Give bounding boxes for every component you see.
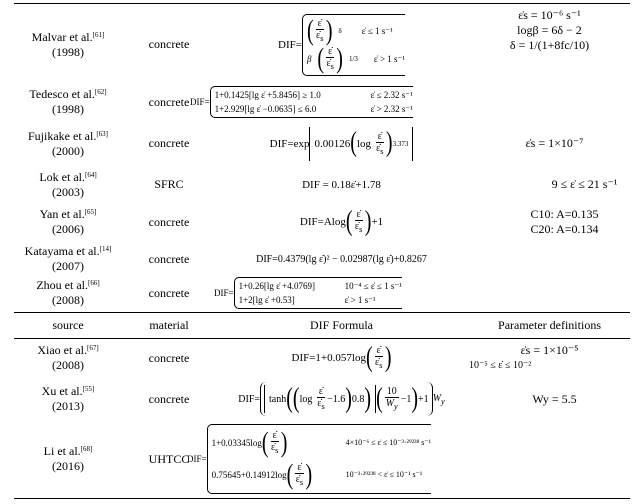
formula-text: DIF=exp <box>269 137 310 150</box>
dif-formula <box>187 424 431 494</box>
header-formula: DIF Formula <box>310 317 373 332</box>
source-cell <box>14 376 122 422</box>
table-row <box>14 167 630 202</box>
table-row <box>14 423 630 495</box>
source-year: (2006) <box>52 222 84 236</box>
reference: [68] <box>80 445 93 453</box>
source-cell <box>14 121 122 166</box>
dif-formula: DIF= tanh ( ( log $\frac{\varepsiloṅ}{\varepsiloṅ_s}$ −1.6 ) 0.8 ) ( $\frac{10}{W_y}$ −1 ) +1 $W_y$ <box>238 382 444 416</box>
source-cell <box>14 423 122 495</box>
formula-cond: 10⁻⁴ ≤ ε̇ ≤ 1 s⁻¹ <box>344 281 402 291</box>
dif-formula: DIF=1+0.057log ( $\frac{\varepsiloṅ}{\varepsiloṅ_s}$ ) <box>292 345 392 371</box>
reference: [66] <box>87 279 100 287</box>
source-cell <box>14 242 122 276</box>
params-cell <box>504 167 642 202</box>
formula-cell <box>209 376 474 422</box>
source-cell <box>14 203 122 241</box>
dif-prefix: DIF= <box>190 97 210 107</box>
formula-line <box>212 427 431 459</box>
formula-expr: 0.75645+0.14912log ( $\frac{\varepsiloṅ}{\varepsiloṅ_s}$ ) <box>212 462 340 488</box>
table-mid-rule <box>14 312 630 313</box>
param-line: ε̇s = 1×10⁻⁷ <box>525 136 584 150</box>
dif-formula <box>190 86 413 118</box>
reference: [55] <box>82 385 95 393</box>
dif-formula <box>214 277 402 309</box>
params-cell <box>469 341 630 375</box>
table-row <box>14 376 630 422</box>
table-header-rule <box>14 338 630 339</box>
param-line: 9 ≤ ε̇ ≤ 21 s⁻¹ <box>551 177 618 191</box>
source-year: (2007) <box>52 259 84 273</box>
source-name: Xu et al. <box>41 384 83 398</box>
reference: [64] <box>84 170 97 179</box>
source-name: Xiao et al. <box>37 343 87 357</box>
material-cell: concrete <box>148 214 190 229</box>
dif-formula: DIF=Alog ( $\frac{\varepsiloṅ}{\varepsiloṅ_s}$ ) +1 <box>300 209 383 235</box>
source-cell <box>14 341 122 375</box>
material-cell: concrete <box>148 350 190 365</box>
source-cell <box>14 277 122 309</box>
params-cell <box>484 203 642 241</box>
source-name: Katayama et al. <box>24 244 100 258</box>
dif-formula: DIF=exp 0.00126 ( log $\frac{\varepsiloṅ}{\varepsiloṅ_s}$ ) 3.373 <box>270 127 414 161</box>
formula-expr: 1+0.26[lg ε̇ +4.0769] <box>238 281 316 291</box>
dif-formula <box>278 14 405 76</box>
source-name: Malvar et al. <box>31 29 93 44</box>
source-cell <box>14 6 122 83</box>
param-line: Wy = 5.5 <box>532 391 577 406</box>
formula-cell <box>187 423 497 495</box>
material-cell: concrete <box>148 94 190 109</box>
dif-prefix: DIF= <box>187 454 207 464</box>
params-cell <box>469 8 630 53</box>
formula-cond: ε̇ > 2.32 s⁻¹ <box>370 104 413 114</box>
material-cell: concrete <box>148 391 190 406</box>
table-header-row <box>14 314 630 336</box>
formula-line: ( $\frac{\varepsiloṅ}{\varepsiloṅ_s}$ ) δ ε̇ ≤ 1 s⁻¹ <box>307 17 405 45</box>
header-source: source <box>52 317 84 332</box>
reference: [65] <box>84 208 97 216</box>
formula-cell <box>214 277 474 309</box>
table-row <box>14 6 630 83</box>
reference: [14] <box>99 245 112 253</box>
param-line: 10⁻⁵ ≤ ε̇ ≤ 10⁻² <box>469 360 532 371</box>
formula-cell <box>209 341 474 375</box>
source-name: Fujikake et al. <box>28 128 97 143</box>
param-line: C20: A=0.134 <box>530 222 599 236</box>
formula-cond: ε̇ > 1 s⁻¹ <box>344 295 376 305</box>
formula-line <box>215 88 413 102</box>
params-cell <box>474 121 635 166</box>
table-row <box>14 242 630 276</box>
material-cell: UHTCC <box>148 451 190 466</box>
table-bottom-rule <box>14 498 630 499</box>
header-material: material <box>149 317 189 332</box>
formula-expr: 1+0.03345log ( $\frac{\varepsiloṅ}{\varepsiloṅ_s}$ ) <box>212 430 340 456</box>
param-line: ε̇s = 1×10⁻⁵ <box>520 343 579 357</box>
table-row <box>14 121 630 166</box>
source-name: Yan et al. <box>39 207 85 221</box>
material-cell: concrete <box>148 37 190 51</box>
material-cell: concrete <box>148 136 190 150</box>
formula-line <box>215 102 413 116</box>
source-name: Lok et al. <box>39 169 85 184</box>
formula-line <box>239 279 402 293</box>
reference: [63] <box>96 129 108 138</box>
table-row <box>14 203 630 241</box>
formula-line <box>212 459 431 491</box>
source-year: (2000) <box>52 143 84 158</box>
param-line: ε̇s = 10⁻⁶ s⁻¹ <box>518 8 581 22</box>
source-cell <box>14 84 122 120</box>
formula-cond: 4×10⁻⁶ ≤ ε̇ ≤ 10⁻³·²⁹²³⁸ s⁻¹ <box>345 438 432 447</box>
material-cell: concrete <box>148 285 190 300</box>
source-name: Tedesco et al. <box>29 87 95 101</box>
source-name: Zhou et al. <box>36 278 88 292</box>
formula-line: β ( $\frac{\varepsiloṅ}{\varepsiloṅ_s}$ ) 1/3 ε̇ > 1 s⁻¹ <box>307 45 405 73</box>
dif-formula: DIF=0.4379(lg ε̇)² − 0.02987(lg ε̇)+0.8267 <box>256 253 427 265</box>
formula-cell <box>209 203 474 241</box>
header-params: Parameter definitions <box>498 317 601 332</box>
formula-expr: 1+0.1425[lg ε̇ +5.8456] ≥ 1.0 <box>214 90 321 100</box>
dif-prefix: DIF= <box>278 38 302 51</box>
source-year: (2013) <box>52 399 84 413</box>
dif-formula: DIF = 0.18ε̇+1.78 <box>302 178 381 191</box>
formula-cond: ε̇ ≤ 2.32 s⁻¹ <box>370 90 413 100</box>
reference: [67] <box>86 344 99 352</box>
formula-cell <box>209 167 474 202</box>
source-year: (2008) <box>52 358 84 372</box>
reference: [61] <box>92 30 105 39</box>
table-row <box>14 341 630 375</box>
source-year: (2016) <box>52 459 84 473</box>
formula-cell <box>209 6 474 83</box>
source-name: Li et al. <box>43 444 81 458</box>
reference: [62] <box>94 88 107 96</box>
table-row <box>14 277 630 309</box>
formula-line <box>239 293 402 307</box>
table-row <box>14 84 630 120</box>
formula-cell <box>190 84 490 120</box>
source-year: (1998) <box>52 44 84 59</box>
param-line: logβ = 6δ − 2 <box>517 23 582 37</box>
param-line: C10: A=0.135 <box>530 207 599 221</box>
formula-cell <box>209 121 474 166</box>
params-cell <box>474 376 635 422</box>
formula-expr: 1+2[lg ε̇ +0.53] <box>238 295 295 305</box>
material-cell: SFRC <box>154 177 184 191</box>
source-cell <box>14 167 122 202</box>
formula-cond: 10⁻³·²⁹²³⁸ < ε̇ ≤ 10⁻¹ s⁻¹ <box>345 470 423 479</box>
table-top-rule <box>14 3 630 4</box>
source-year: (1998) <box>52 102 84 116</box>
formula-expr: 1+2.929[lg ε̇ −0.0635] ≤ 6.0 <box>214 104 317 114</box>
param-line: δ = 1/(1+8fc/10) <box>509 38 590 52</box>
source-year: (2003) <box>52 184 84 199</box>
material-cell: concrete <box>148 251 190 266</box>
dif-prefix: DIF= <box>214 288 234 298</box>
source-year: (2008) <box>52 293 84 307</box>
formula-cell <box>209 242 474 276</box>
